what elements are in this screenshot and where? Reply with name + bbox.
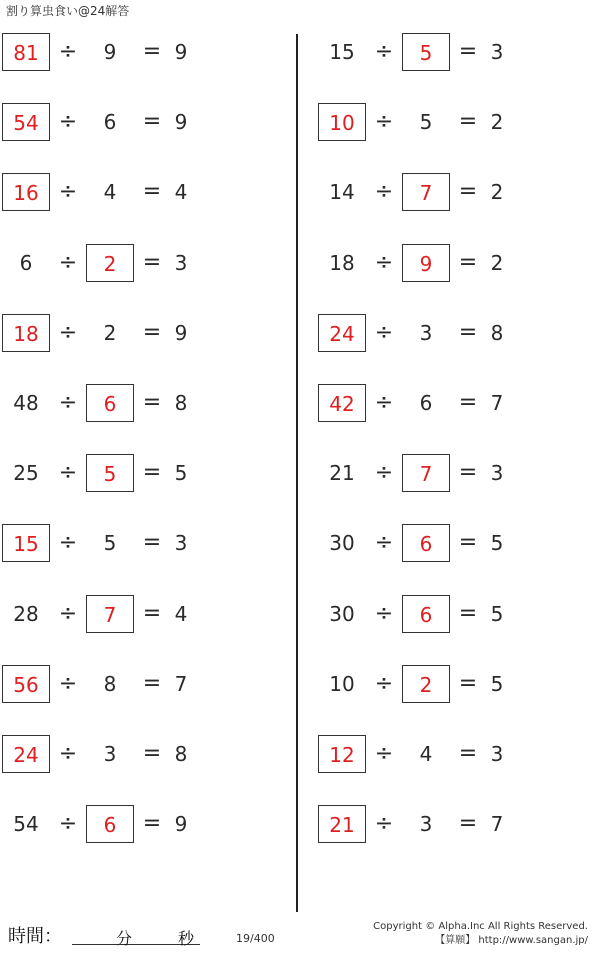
right-problem-row (318, 454, 578, 492)
equals-sign: = (458, 109, 478, 134)
quotient: 7 (174, 672, 188, 696)
dividend: 30 (329, 531, 355, 555)
divisor: 4 (419, 742, 433, 766)
dividend: 28 (13, 602, 39, 626)
divide-sign: ÷ (58, 460, 78, 485)
left-problem-row (2, 244, 262, 282)
divide-sign: ÷ (58, 601, 78, 626)
left-problem-row (2, 665, 262, 703)
dividend: 15 (329, 40, 355, 64)
page-number: 19/400 (236, 932, 275, 945)
divide-sign: ÷ (58, 250, 78, 275)
right-problem-row (318, 595, 578, 633)
left-problem-row (2, 314, 262, 352)
equals-sign: = (458, 390, 478, 415)
divisor: 3 (419, 321, 433, 345)
divide-sign: ÷ (58, 320, 78, 345)
right-problem-row (318, 314, 578, 352)
answer-box-divisor[interactable]: 7 (86, 595, 134, 633)
quotient: 2 (490, 110, 504, 134)
quotient: 3 (174, 531, 188, 555)
divisor: 2 (103, 321, 117, 345)
divide-sign: ÷ (374, 811, 394, 836)
quotient: 2 (490, 251, 504, 275)
equals-sign: = (458, 530, 478, 555)
answer-box-dividend[interactable]: 42 (318, 384, 366, 422)
equals-sign: = (142, 741, 162, 766)
dividend: 48 (13, 391, 39, 415)
right-problem-row (318, 665, 578, 703)
answer-box-dividend[interactable]: 18 (2, 314, 50, 352)
answer-box-dividend[interactable]: 81 (2, 33, 50, 71)
equals-sign: = (458, 601, 478, 626)
quotient: 9 (174, 321, 188, 345)
left-problem-row (2, 735, 262, 773)
answer-box-divisor[interactable]: 5 (86, 454, 134, 492)
dividend: 25 (13, 461, 39, 485)
answer-box-dividend[interactable]: 12 (318, 735, 366, 773)
copyright-text: Copyright © Alpha.Inc All Rights Reserved. (373, 921, 588, 932)
left-problem-row (2, 805, 262, 843)
divide-sign: ÷ (58, 109, 78, 134)
left-problem-row (2, 103, 262, 141)
equals-sign: = (458, 250, 478, 275)
divide-sign: ÷ (374, 109, 394, 134)
divide-sign: ÷ (374, 390, 394, 415)
equals-sign: = (142, 109, 162, 134)
left-problem-row (2, 384, 262, 422)
answer-box-dividend[interactable]: 16 (2, 173, 50, 211)
divide-sign: ÷ (374, 320, 394, 345)
divisor: 6 (419, 391, 433, 415)
answer-box-dividend[interactable]: 15 (2, 524, 50, 562)
dividend: 10 (329, 672, 355, 696)
answer-box-divisor[interactable]: 6 (402, 524, 450, 562)
divisor: 5 (419, 110, 433, 134)
answer-box-divisor[interactable]: 7 (402, 173, 450, 211)
equals-sign: = (458, 179, 478, 204)
equals-sign: = (142, 811, 162, 836)
right-problem-row (318, 244, 578, 282)
dividend: 54 (13, 812, 39, 836)
right-problem-row (318, 805, 578, 843)
divide-sign: ÷ (374, 179, 394, 204)
answer-box-divisor[interactable]: 6 (402, 595, 450, 633)
dividend: 14 (329, 180, 355, 204)
equals-sign: = (458, 460, 478, 485)
divide-sign: ÷ (58, 741, 78, 766)
equals-sign: = (142, 179, 162, 204)
answer-box-dividend[interactable]: 54 (2, 103, 50, 141)
divide-sign: ÷ (58, 811, 78, 836)
divide-sign: ÷ (374, 671, 394, 696)
left-problem-row (2, 454, 262, 492)
left-problem-row (2, 595, 262, 633)
divide-sign: ÷ (58, 390, 78, 415)
divide-sign: ÷ (374, 39, 394, 64)
site-url: 【算願】 http://www.sangan.jp/ (435, 935, 588, 946)
divide-sign: ÷ (374, 460, 394, 485)
dividend: 21 (329, 461, 355, 485)
divisor: 5 (103, 531, 117, 555)
quotient: 9 (174, 110, 188, 134)
equals-sign: = (142, 671, 162, 696)
quotient: 9 (174, 812, 188, 836)
right-problem-row (318, 735, 578, 773)
time-label: 時間： (8, 926, 62, 947)
answer-box-divisor[interactable]: 9 (402, 244, 450, 282)
divisor: 6 (103, 110, 117, 134)
equals-sign: = (458, 811, 478, 836)
divisor: 4 (103, 180, 117, 204)
divide-sign: ÷ (374, 530, 394, 555)
equals-sign: = (458, 39, 478, 64)
right-problem-row (318, 103, 578, 141)
right-problem-row (318, 524, 578, 562)
quotient: 5 (174, 461, 188, 485)
equals-sign: = (142, 250, 162, 275)
right-problem-row (318, 173, 578, 211)
quotient: 2 (490, 180, 504, 204)
copyright-block (373, 920, 588, 948)
divide-sign: ÷ (58, 530, 78, 555)
column-divider (296, 34, 298, 912)
dividend: 6 (19, 251, 33, 275)
divide-sign: ÷ (374, 741, 394, 766)
quotient: 3 (490, 742, 504, 766)
divisor: 3 (103, 742, 117, 766)
quotient: 7 (490, 391, 504, 415)
answer-box-divisor[interactable]: 6 (86, 384, 134, 422)
quotient: 7 (490, 812, 504, 836)
answer-box-divisor[interactable]: 2 (86, 244, 134, 282)
worksheet-title: 割り算虫食い@24解答 (6, 4, 130, 18)
answer-box-divisor[interactable]: 6 (86, 805, 134, 843)
quotient: 8 (490, 321, 504, 345)
minutes-label: 分 (116, 929, 133, 948)
quotient: 3 (490, 40, 504, 64)
divisor: 9 (103, 40, 117, 64)
answer-box-dividend[interactable]: 21 (318, 805, 366, 843)
quotient: 8 (174, 742, 188, 766)
answer-box-dividend[interactable]: 24 (318, 314, 366, 352)
quotient: 5 (490, 672, 504, 696)
divide-sign: ÷ (58, 179, 78, 204)
quotient: 5 (490, 531, 504, 555)
right-problem-row (318, 384, 578, 422)
equals-sign: = (458, 320, 478, 345)
answer-box-dividend[interactable]: 10 (318, 103, 366, 141)
divide-sign: ÷ (374, 601, 394, 626)
quotient: 5 (490, 602, 504, 626)
dividend: 18 (329, 251, 355, 275)
answer-box-divisor[interactable]: 5 (402, 33, 450, 71)
equals-sign: = (142, 530, 162, 555)
seconds-label: 秒 (178, 929, 195, 948)
left-problem-row (2, 33, 262, 71)
answer-box-divisor[interactable]: 7 (402, 454, 450, 492)
quotient: 3 (174, 251, 188, 275)
equals-sign: = (142, 390, 162, 415)
quotient: 9 (174, 40, 188, 64)
divisor: 3 (419, 812, 433, 836)
quotient: 4 (174, 602, 188, 626)
equals-sign: = (142, 320, 162, 345)
divide-sign: ÷ (374, 250, 394, 275)
divide-sign: ÷ (58, 671, 78, 696)
quotient: 3 (490, 461, 504, 485)
answer-box-dividend[interactable]: 24 (2, 735, 50, 773)
divide-sign: ÷ (58, 39, 78, 64)
equals-sign: = (142, 601, 162, 626)
equals-sign: = (458, 671, 478, 696)
right-problem-row (318, 33, 578, 71)
quotient: 8 (174, 391, 188, 415)
equals-sign: = (142, 39, 162, 64)
answer-box-dividend[interactable]: 56 (2, 665, 50, 703)
answer-box-divisor[interactable]: 2 (402, 665, 450, 703)
quotient: 4 (174, 180, 188, 204)
left-problem-row (2, 173, 262, 211)
divisor: 8 (103, 672, 117, 696)
dividend: 30 (329, 602, 355, 626)
equals-sign: = (142, 460, 162, 485)
equals-sign: = (458, 741, 478, 766)
left-problem-row (2, 524, 262, 562)
